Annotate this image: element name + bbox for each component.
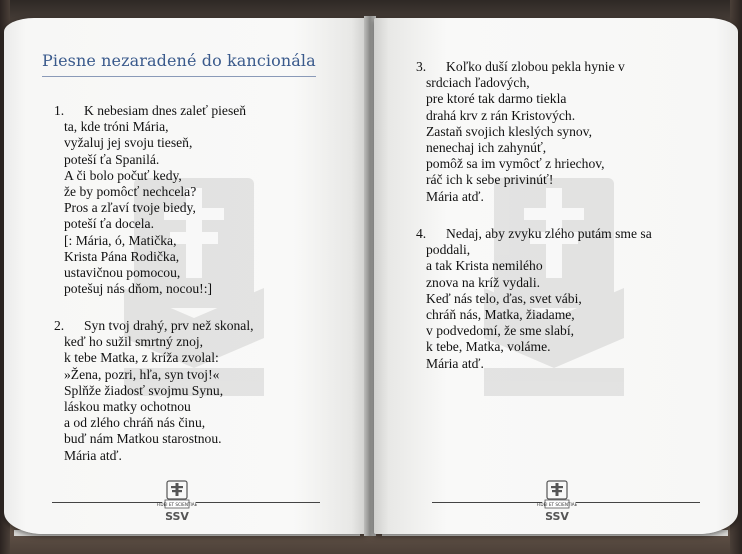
stanza-line: a od zlého chráň nás činu, (64, 415, 206, 431)
logo-letters: SSV (165, 510, 189, 523)
stanza-line: vyžaluj jej svoju tieseň, (64, 135, 193, 151)
stanza-3 (416, 59, 625, 205)
stanza-line: drahá krv z rán Kristových. (426, 107, 576, 123)
stanza-line: 4. Nedaj, aby zvyku zlého putám sme sa (416, 226, 652, 241)
stanza-line: poteší ťa Spanilá. (64, 151, 160, 167)
stanza-line: srdciach ľadových, (426, 75, 530, 91)
stanza-line: Keď nás telo, ďas, svet vábi, (426, 290, 582, 306)
stanza-number: 3. (416, 59, 427, 74)
stanza-line: k tebe, Matka, voláme. (426, 339, 551, 355)
ssv-logo-icon (536, 480, 578, 523)
logo-motto: FIDEI ET SCIENTIAE (156, 502, 198, 507)
stanza-line: k tebe Matka, z kríža zvolal: (64, 350, 219, 366)
page-title: Piesne nezaradené do kancionála (42, 51, 316, 70)
stanza-4 (416, 226, 652, 372)
logo-letters: SSV (545, 510, 569, 523)
stanza-line: A či bolo počuť kedy, (64, 167, 182, 183)
stanza-line: Mária atď. (426, 355, 484, 371)
stanza-2 (54, 318, 254, 464)
footer-rule-left-b (196, 502, 320, 503)
stanza-line: [: Mária, ó, Matička, (64, 232, 177, 248)
stanza-line: v podvedomí, že sme slabí, (426, 323, 574, 339)
stanza-line: pomôž sa im vymôcť z hriechov, (426, 156, 605, 172)
stanza-line: a tak Krista nemilého (426, 258, 543, 274)
stanza-1 (54, 103, 246, 297)
stanza-line: 3. Koľko duší zlobou pekla hynie v (416, 59, 625, 74)
stanza-line: ustavičnou pomocou, (64, 265, 181, 281)
stanza-line: Pros a zľaví tvoje biedy, (64, 200, 196, 216)
footer-rule-right-a (432, 502, 542, 503)
stanza-line: nenechaj ich zahynúť, (426, 140, 547, 156)
footer-rule-left-a (52, 502, 162, 503)
stanza-line: Zastaň svojich kleslých synov, (426, 123, 592, 139)
stanza-line: znova na kríž vydali. (426, 274, 540, 290)
stanza-line: poddali, (426, 242, 471, 258)
stanza-line: keď ho sužil smrtný znoj, (64, 334, 204, 350)
stanza-number: 4. (416, 226, 427, 241)
stanza-line: poteší ťa docela. (64, 216, 154, 232)
stanza-line: 2. Syn tvoj drahý, prv než skonal, (54, 318, 254, 333)
ssv-logo-icon (156, 480, 198, 523)
stanza-line: Mária atď. (64, 447, 122, 463)
footer-rule-right-b (576, 502, 700, 503)
stanza-line: Splňže žiadosť svojmu Synu, (64, 382, 224, 398)
stanza-number: 1. (54, 103, 65, 118)
stanza-line: že by pomôcť nechcela? (64, 184, 197, 200)
stanza-line: 1. K nebesiam dnes zaleť pieseň (54, 103, 247, 118)
stanza-line: Krista Pána Rodička, (64, 248, 180, 264)
stanza-line: »Žena, pozri, hľa, syn tvoj!« (64, 366, 220, 382)
left-page[interactable] (4, 18, 366, 534)
logo-motto: FIDEI ET SCIENTIAE (536, 502, 578, 507)
right-page[interactable] (374, 18, 738, 534)
stanza-line: ráč ich k sebe privinúť! (426, 172, 554, 188)
stanza-line: pre ktoré tak darmo tiekla (426, 91, 567, 107)
stanza-line: láskou matky ochotnou (64, 399, 191, 415)
title-divider (42, 76, 316, 77)
stanza-line: potešuj nás dňom, nocou!:] (64, 281, 212, 297)
stanza-line: buď nám Matkou starostnou. (64, 431, 222, 447)
stanza-line: Mária atď. (426, 188, 484, 204)
stanza-line: ta, kde tróni Mária, (64, 119, 169, 135)
stanza-number: 2. (54, 318, 65, 333)
stanza-line: chráň nás, Matka, žiadame, (426, 307, 575, 323)
book (4, 8, 738, 538)
